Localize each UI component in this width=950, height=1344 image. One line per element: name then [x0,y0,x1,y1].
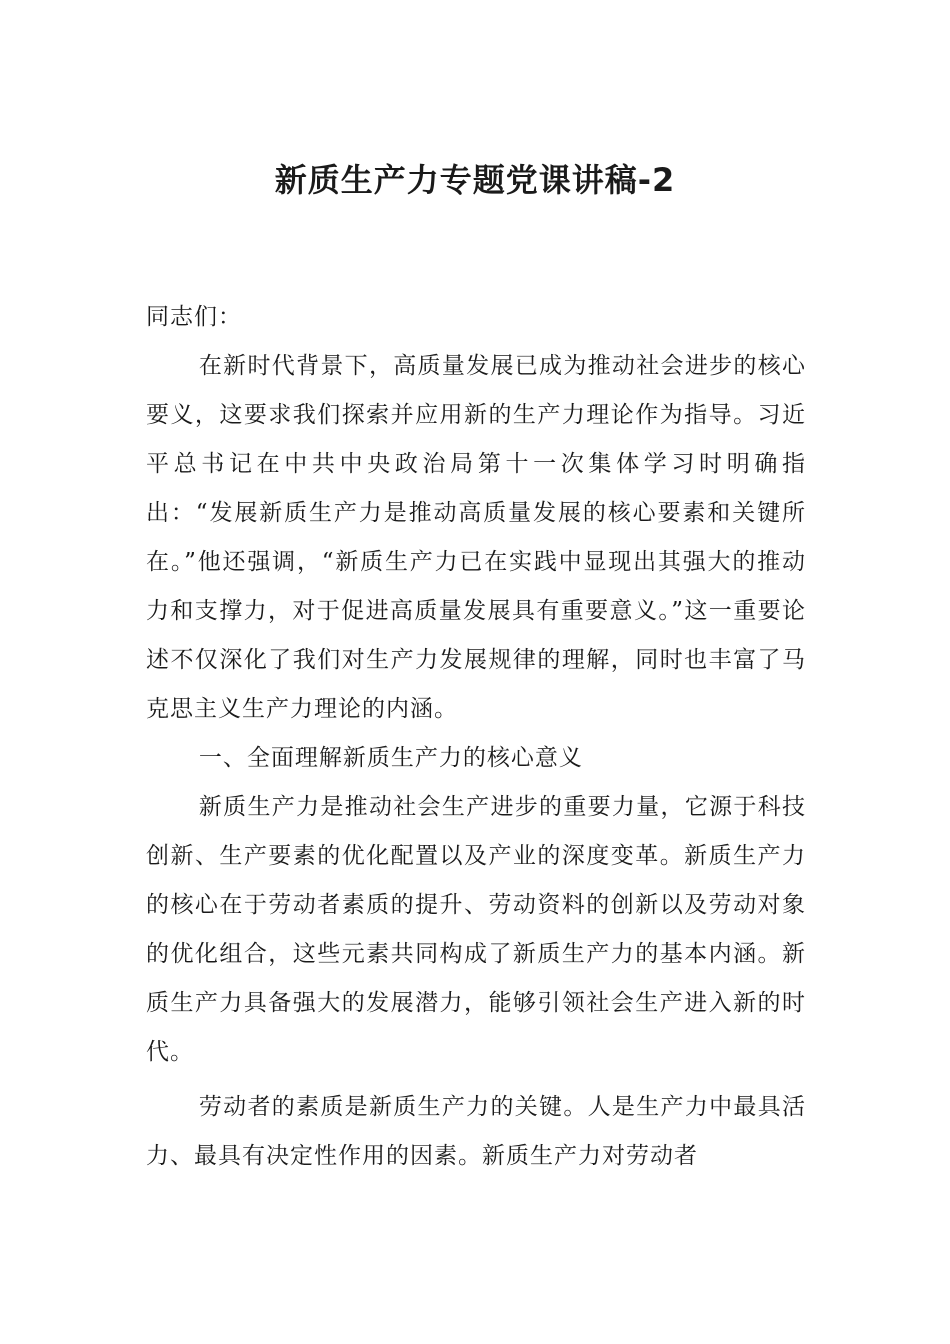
paragraph-workers: 劳动者的素质是新质生产力的关键。人是生产力中最具活力、最具有决定性作用的因素。新质生产力对劳动者 [146,1094,806,1169]
section-heading-1: 一、全面理解新质生产力的核心意义 [198,745,583,771]
paragraph-intro: 在新时代背景下，高质量发展已成为推动社会进步的核心要义，这要求我们探索并应用新的生产力理论作为指导。习近平总书记在中共中央政治局第十一次集体学习时明确指出：“发展新质生产力是推动高质量发展的核心要素和关键所在。”他还强调，“新质生产力已在实践中显现出其强大的推动力和支撑力，对于促进高质量发展具有重要意义。”这一重要论述不仅深化了我们对生产力发展规律的理解，同时也丰富了马克思主义生产力理论的内涵。 [146,353,806,722]
document-title: 新质生产力专题党课讲稿-2 [274,161,676,199]
paragraph-core-meaning: 新质生产力是推动社会生产进步的重要力量，它源于科技创新、生产要素的优化配置以及产业的深度变革。新质生产力的核心在于劳动者素质的提升、劳动资料的创新以及劳动对象的优化组合，这些元素共同构成了新质生产力的基本内涵。新质生产力具备强大的发展潜力，能够引领社会生产进入新的时代。 [146,794,806,1065]
document-body [146,293,806,1181]
salutation: 同志们： [146,304,242,330]
